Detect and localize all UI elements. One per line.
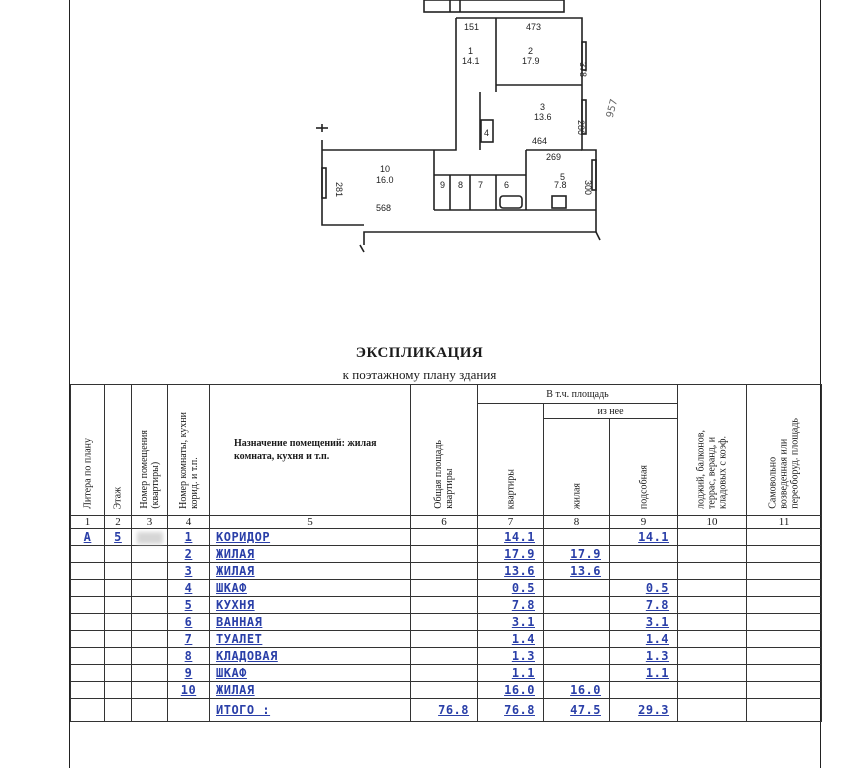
cell-room-name: КОРИДОР [210, 529, 411, 546]
cell-apt-number [132, 682, 168, 699]
plan-room-number: 5 [560, 172, 566, 182]
cell-room-name: ШКАФ [210, 665, 411, 682]
cell-self-built [747, 648, 822, 665]
cell-self-built [747, 529, 822, 546]
cell-loggias [678, 614, 747, 631]
cell-room-name: ВАННАЯ [210, 614, 411, 631]
cell-self-built [747, 665, 822, 682]
cell-apt-number [132, 614, 168, 631]
plan-room-number: 8 [458, 180, 464, 190]
cell-litera [71, 597, 105, 614]
col-number: 3 [132, 516, 168, 529]
cell-living-area [544, 580, 610, 597]
cell-self-built [747, 580, 822, 597]
cell-living-area [544, 597, 610, 614]
header-apartment: квартиры [478, 404, 544, 516]
cell-apt-number [132, 597, 168, 614]
cell-self-built [747, 682, 822, 699]
table-row [71, 597, 822, 614]
cell-total-area [411, 648, 478, 665]
cell-living-area [544, 648, 610, 665]
cell-room-number: 1 [168, 529, 210, 546]
cell-living-area [544, 614, 610, 631]
cell-room-number: 2 [168, 546, 210, 563]
plan-room-number: 6 [504, 180, 510, 190]
cell-room-name: ЖИЛАЯ [210, 546, 411, 563]
floor-plan [300, 0, 640, 265]
cell-apt-number [132, 665, 168, 682]
col-number: 7 [478, 516, 544, 529]
plan-dim: 151 [464, 22, 480, 32]
cell-room-name: ШКАФ [210, 580, 411, 597]
col-number: 6 [411, 516, 478, 529]
header-purpose: Назначение помещений: жилая комната, кухня и т.п. [210, 385, 411, 516]
cell-litera [71, 665, 105, 682]
cell-apt-number [132, 648, 168, 665]
table-row [71, 648, 822, 665]
cell-room-name: ЖИЛАЯ [210, 682, 411, 699]
cell-aux-area [610, 682, 678, 699]
redacted-apt-number [137, 532, 163, 544]
header-incl-area: В т.ч. площадь [478, 385, 678, 404]
cell-room-number: 9 [168, 665, 210, 682]
plan-room-number: 7 [478, 180, 484, 190]
cell-apt-number [132, 580, 168, 597]
plan-room-area: 16.0 [376, 175, 394, 185]
cell-self-built [747, 631, 822, 648]
cell-apt-area: 17.9 [478, 546, 544, 563]
col-number: 5 [210, 516, 411, 529]
cell-room-name: ЖИЛАЯ [210, 563, 411, 580]
cell-loggias [678, 563, 747, 580]
cell-floor [105, 563, 132, 580]
header-auxiliary: подсобная [610, 419, 678, 516]
cell-room-number: 3 [168, 563, 210, 580]
header-apt-number: Номер помещения (квартиры) [132, 385, 168, 516]
plan-dim: 464 [532, 136, 548, 146]
cell-total-area [411, 529, 478, 546]
cell-loggias [678, 631, 747, 648]
header-of-which: из нее [544, 404, 678, 419]
plan-window [322, 168, 326, 198]
cell-floor [105, 682, 132, 699]
header-floor: Этаж [105, 385, 132, 516]
cell-loggias [678, 529, 747, 546]
cell-apt-area: 0.5 [478, 580, 544, 597]
cell-apt-number [132, 631, 168, 648]
column-number-row [71, 516, 822, 529]
explication-table [70, 384, 822, 722]
plan-dim: 300 [583, 180, 593, 196]
cell-floor [105, 546, 132, 563]
table-row [71, 546, 822, 563]
cell-living-area [544, 529, 610, 546]
table-row [71, 563, 822, 580]
plan-room-area: 14.1 [462, 56, 480, 66]
plan-room-number: 1 [468, 46, 474, 56]
cell-floor [105, 665, 132, 682]
cell-loggias [678, 648, 747, 665]
cell-aux-area: 1.3 [610, 648, 678, 665]
cell-room-name: КУХНЯ [210, 597, 411, 614]
cell-litera [71, 614, 105, 631]
plan-dim: 280 [576, 120, 586, 136]
cell-self-built [747, 597, 822, 614]
total-label: ИТОГО : [210, 699, 411, 722]
cell-aux-area: 1.1 [610, 665, 678, 682]
cell-apt-area: 1.4 [478, 631, 544, 648]
total-living-value: 47.5 [544, 699, 610, 722]
cell-aux-area: 3.1 [610, 614, 678, 631]
cell-self-built [747, 546, 822, 563]
cell-total-area [411, 682, 478, 699]
floor-plan-drawing [300, 0, 640, 265]
col-number: 11 [747, 516, 822, 529]
cell-room-number: 8 [168, 648, 210, 665]
header-litera: Литера по плану [71, 385, 105, 516]
cell-total-area [411, 631, 478, 648]
plan-room-number: 3 [540, 102, 546, 112]
cell-self-built [747, 563, 822, 580]
total-aux-value: 29.3 [610, 699, 678, 722]
plan-room-number: 2 [528, 46, 534, 56]
cell-room-name: КЛАДОВАЯ [210, 648, 411, 665]
cell-apt-area: 14.1 [478, 529, 544, 546]
cell-litera [71, 648, 105, 665]
cell-room-name: ТУАЛЕТ [210, 631, 411, 648]
cell-apt-area: 3.1 [478, 614, 544, 631]
cell-aux-area [610, 546, 678, 563]
cell-total-area [411, 563, 478, 580]
cell-floor [105, 580, 132, 597]
plan-room-number: 10 [380, 164, 391, 174]
table-row [71, 665, 822, 682]
plan-dim: 378 [578, 62, 588, 78]
cell-loggias [678, 580, 747, 597]
cell-loggias [678, 546, 747, 563]
cell-floor [105, 648, 132, 665]
cell-total-area [411, 580, 478, 597]
plan-bathtub [500, 196, 522, 208]
cell-apt-area: 1.3 [478, 648, 544, 665]
cell-living-area [544, 631, 610, 648]
cell-room-number: 4 [168, 580, 210, 597]
cell-apt-number [132, 546, 168, 563]
col-number: 2 [105, 516, 132, 529]
cell-self-built [747, 614, 822, 631]
col-number: 1 [71, 516, 105, 529]
plan-room-number: 4 [484, 128, 490, 138]
col-number: 9 [610, 516, 678, 529]
plan-room-number: 9 [440, 180, 446, 190]
cell-total-area [411, 665, 478, 682]
plan-dim: 473 [526, 22, 542, 32]
total-area-value: 76.8 [411, 699, 478, 722]
cell-living-area: 16.0 [544, 682, 610, 699]
header-room-number: Номер комнаты, кухни корид. и т.п. [168, 385, 210, 516]
table-row [71, 631, 822, 648]
col-number: 10 [678, 516, 747, 529]
plan-room-area: 7.8 [554, 180, 567, 190]
cell-room-number: 5 [168, 597, 210, 614]
table-row [71, 529, 822, 546]
cell-living-area: 13.6 [544, 563, 610, 580]
cell-room-number: 7 [168, 631, 210, 648]
cell-aux-area [610, 563, 678, 580]
cell-apt-number [132, 529, 168, 546]
cell-apt-area: 7.8 [478, 597, 544, 614]
plan-room-area: 17.9 [522, 56, 540, 66]
plan-stair-block [424, 0, 564, 12]
cell-floor [105, 631, 132, 648]
page-title: ЭКСПЛИКАЦИЯ [355, 345, 484, 361]
plan-dim: 568 [376, 203, 392, 213]
cell-total-area [411, 546, 478, 563]
cell-litera [71, 580, 105, 597]
col-number: 8 [544, 516, 610, 529]
page-subtitle: к поэтажному плану здания [342, 367, 497, 382]
cell-litera [71, 631, 105, 648]
plan-dim: 269 [546, 152, 562, 162]
cell-total-area [411, 597, 478, 614]
cell-apt-number [132, 563, 168, 580]
cell-loggias [678, 665, 747, 682]
total-row [71, 699, 822, 722]
cell-room-number: 10 [168, 682, 210, 699]
cell-floor [105, 597, 132, 614]
cell-total-area [411, 614, 478, 631]
cell-aux-area: 1.4 [610, 631, 678, 648]
header-total-area: Общая площадь квартиры [411, 385, 478, 516]
header-self-built: Самовольно возведенная или переоборуд. площадь [747, 385, 822, 516]
header-loggias: лоджий, балконов, террас, веранд, и кладовых с коэф. [678, 385, 747, 516]
cell-apt-area: 13.6 [478, 563, 544, 580]
cell-litera [71, 546, 105, 563]
table-row [71, 580, 822, 597]
cell-litera [71, 563, 105, 580]
table-row [71, 682, 822, 699]
cell-aux-area: 14.1 [610, 529, 678, 546]
col-number: 4 [168, 516, 210, 529]
handwritten-note: 957 [604, 97, 621, 120]
cell-floor [105, 614, 132, 631]
cell-litera [71, 682, 105, 699]
cell-loggias [678, 682, 747, 699]
header-living: жилая [544, 419, 610, 516]
plan-dim: 281 [334, 182, 344, 198]
cell-litera: А [71, 529, 105, 546]
cell-floor: 5 [105, 529, 132, 546]
cell-living-area: 17.9 [544, 546, 610, 563]
cell-aux-area: 0.5 [610, 580, 678, 597]
cell-loggias [678, 597, 747, 614]
table-row [71, 614, 822, 631]
cell-room-number: 6 [168, 614, 210, 631]
cell-apt-area: 1.1 [478, 665, 544, 682]
cell-apt-area: 16.0 [478, 682, 544, 699]
cell-living-area [544, 665, 610, 682]
cell-aux-area: 7.8 [610, 597, 678, 614]
plan-room-area: 13.6 [534, 112, 552, 122]
total-apt-value: 76.8 [478, 699, 544, 722]
